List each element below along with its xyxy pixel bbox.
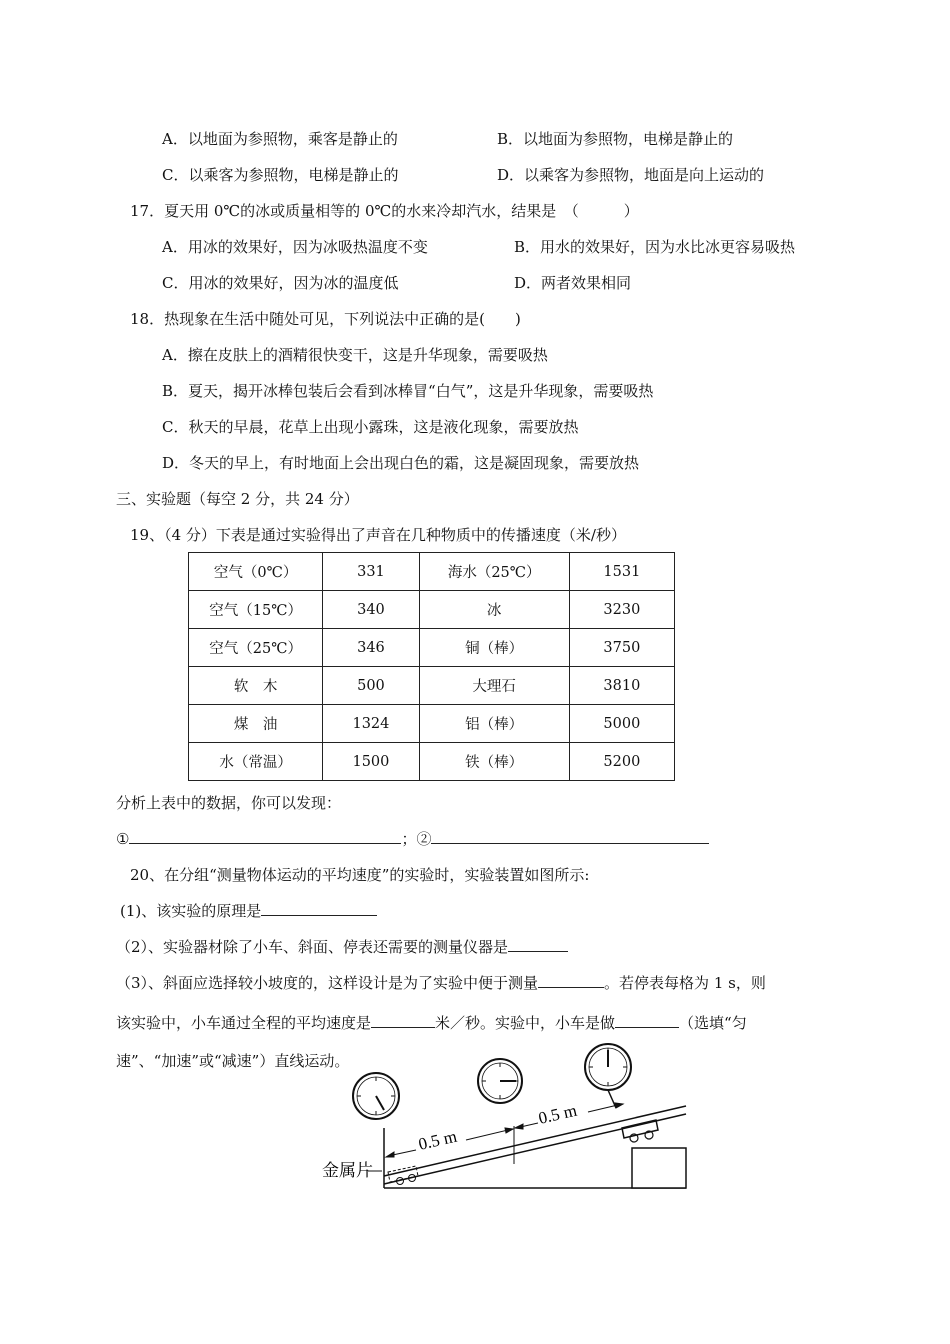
q20-part2 [116,936,568,957]
q17-option-a: A．用冰的效果好，因为冰吸热温度不变 [162,238,428,256]
material-right-cell: 冰 [419,591,569,629]
incline-experiment-figure [316,1036,696,1196]
speed-right-cell: 3810 [569,667,674,705]
speed-left-cell: 500 [323,667,419,705]
table-row [189,705,675,743]
material-left-cell: 软 木 [189,667,323,705]
speed-right-cell: 5200 [569,743,674,781]
stopwatch-finish-icon [585,1044,631,1108]
distance-label-lower: 0.5 m [416,1126,459,1154]
table-row [189,743,675,781]
motion-type-blank[interactable] [615,1013,679,1028]
q20-part4-text-a: 该实验中，小车通过全程的平均速度是 [116,1014,372,1032]
q17-option-b: B．用水的效果好，因为水比冰更容易吸热 [514,238,796,256]
answer-blank-2[interactable] [431,829,709,844]
material-left-cell: 空气（0℃） [189,553,323,591]
q16-option-b: B．以地面为参照物，电梯是静止的 [497,130,734,148]
q20-part4-text-c: （选填“匀 [679,1014,747,1032]
speed-blank[interactable] [371,1013,435,1028]
metal-sheet-label: 金属片 [322,1161,373,1181]
material-left-cell: 空气（25℃） [189,629,323,667]
q18-option-d: D．冬天的早上，有时地面上会出现白色的霜，这是凝固现象，需要放热 [162,454,640,472]
speed-left-cell: 331 [323,553,419,591]
q17-option-d: D．两者效果相同 [514,274,632,292]
table-row [189,553,675,591]
material-right-cell: 大理石 [419,667,569,705]
speed-left-cell: 340 [323,591,419,629]
material-left-cell: 煤 油 [189,705,323,743]
table-row [189,629,675,667]
q20-part3 [116,972,766,993]
speed-left-cell: 346 [323,629,419,667]
answer-mark-1: ① [116,830,130,848]
speed-right-cell: 1531 [569,553,674,591]
q19-analysis: 分析上表中的数据，你可以发现： [116,794,342,812]
q19-answer-line [116,828,709,849]
stopwatch-start-icon [353,1073,399,1119]
q18-stem: 18．热现象在生活中随处可见，下列说法中正确的是( ) [130,310,521,328]
principle-blank[interactable] [261,901,377,916]
q18-option-c: C．秋天的早晨，花草上出现小露珠，这是液化现象，需要放热 [162,418,579,436]
q18-option-a: A．擦在皮肤上的酒精很快变干，这是升华现象，需要吸热 [162,346,548,364]
answer-blank-1[interactable] [129,829,401,844]
material-right-cell: 铁（棒） [419,743,569,781]
answer-separator: ；② [401,830,432,848]
q20-part4 [116,1012,747,1033]
q20-part5: 速”、“加速”或“减速”）直线运动。 [116,1052,350,1070]
stopwatch-middle-icon [478,1059,522,1103]
material-left-cell: 水（常温） [189,743,323,781]
q20-part4-text-b: 米／秒。实验中，小车是做 [435,1014,616,1032]
speed-left-cell: 1324 [323,705,419,743]
q20-part2-text: （2）、实验器材除了小车、斜面、停表还需要的测量仪器是 [116,938,509,956]
q16-option-a: A．以地面为参照物，乘客是静止的 [162,130,398,148]
material-left-cell: 空气（15℃） [189,591,323,629]
section-heading: 三、实验题（每空 2 分，共 24 分） [116,490,359,508]
q19-stem: 19、（4 分）下表是通过实验得出了声音在几种物质中的传播速度（米/秒） [130,526,626,544]
speed-right-cell: 5000 [569,705,674,743]
speed-right-cell: 3750 [569,629,674,667]
cart-top-icon [622,1120,658,1142]
material-right-cell: 海水（25℃） [419,553,569,591]
sound-speed-table [188,552,675,781]
speed-left-cell: 1500 [323,743,419,781]
q16-option-d: D．以乘客为参照物，地面是向上运动的 [497,166,765,184]
q20-part3-text-a: （3）、斜面应选择较小坡度的，这样设计是为了实验中便于测量 [116,974,539,992]
material-right-cell: 铜（棒） [419,629,569,667]
q16-option-c: C．以乘客为参照物，电梯是静止的 [162,166,399,184]
table-row [189,591,675,629]
table-row [189,667,675,705]
material-right-cell: 铝（棒） [419,705,569,743]
q20-part1-text: (1)、该实验的原理是 [120,902,262,920]
q20-part1 [120,900,377,921]
measure-blank[interactable] [538,973,604,988]
q17-option-c: C．用冰的效果好，因为冰的温度低 [162,274,399,292]
instrument-blank[interactable] [508,937,568,952]
distance-label-upper: 0.5 m [536,1100,579,1128]
q17-stem: 17．夏天用 0℃的冰或质量相等的 0℃的水来冷却汽水，结果是 （ ） [130,202,639,220]
q20-part3-text-b: 。若停表每格为 1 s，则 [604,974,766,992]
q20-stem: 20、在分组“测量物体运动的平均速度”的实验时，实验装置如图所示: [130,866,590,884]
speed-right-cell: 3230 [569,591,674,629]
q18-option-b: B．夏天，揭开冰棒包装后会看到冰棒冒“白气”，这是升华现象，需要吸热 [162,382,654,400]
